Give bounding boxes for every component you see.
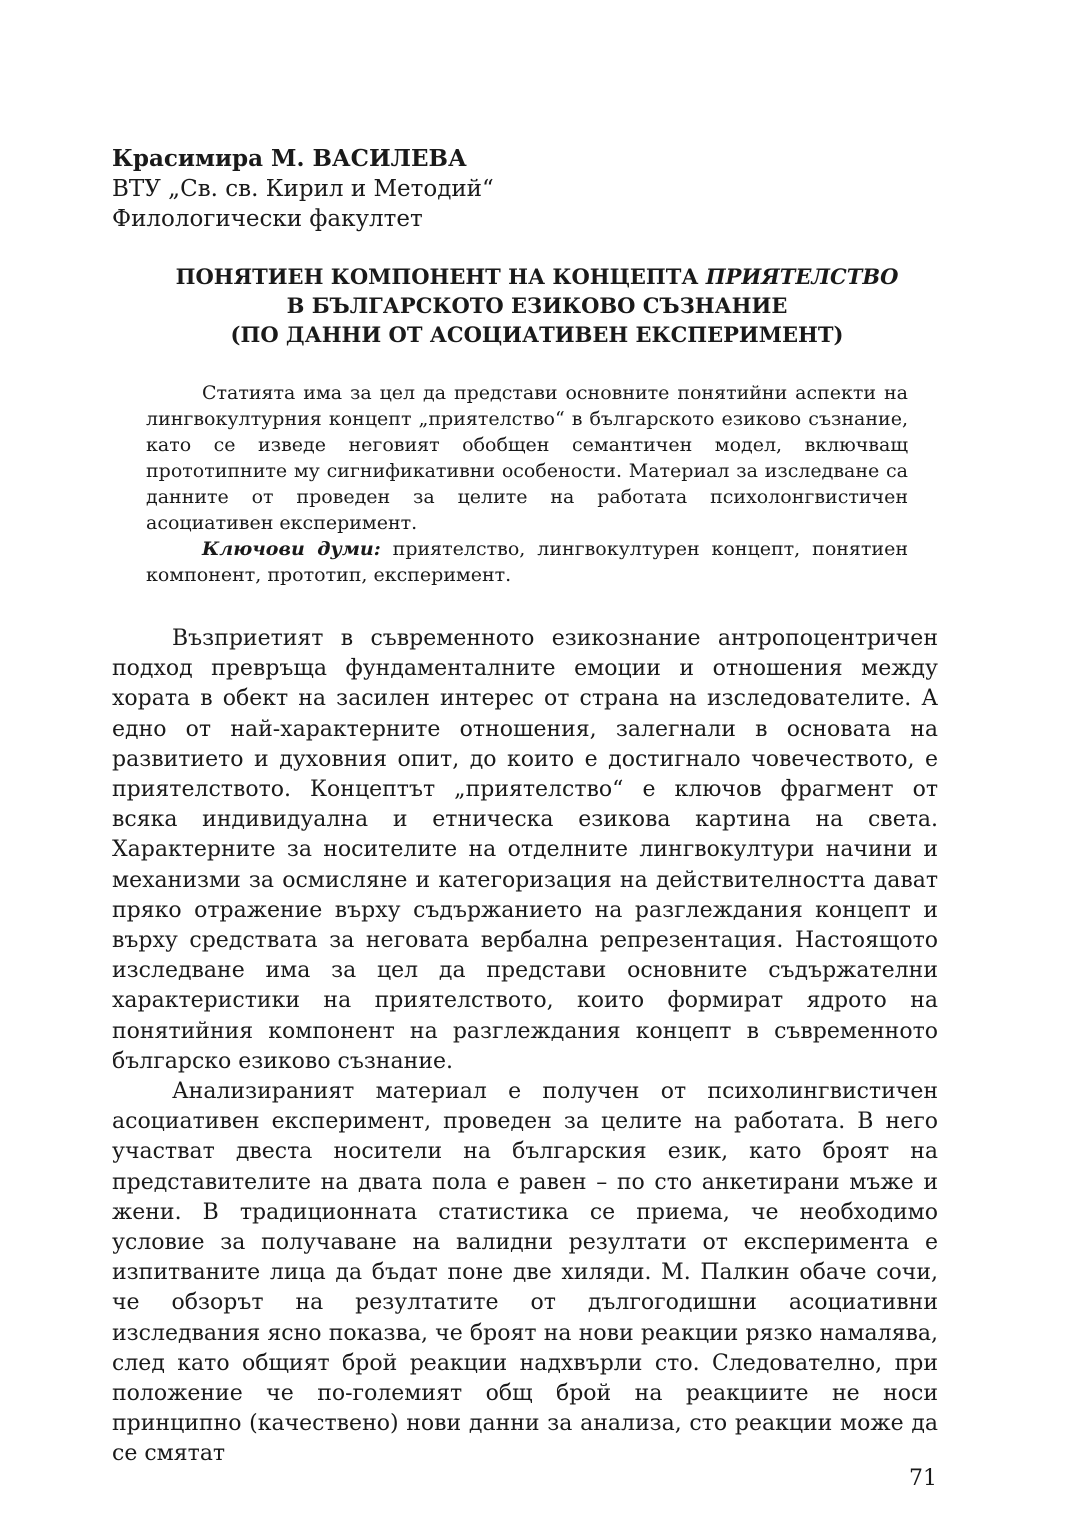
keywords-label: Ключови думи:: [202, 538, 381, 560]
abstract: [146, 380, 908, 588]
author-faculty: Филологически факултет: [112, 206, 423, 232]
page-number: 71: [909, 1466, 937, 1491]
abstract-text: Статията има за цел да представи основните понятийни аспекти на лингвокултурния концепт „приятелство“ в българското езиково съзнание, като се изведе неговият обобщен семантичен модел, включващ прототипните му сигнификативни особености. Материал за изследване са данните от проведен за целите на работата психолонгвистичен асоциативен експеримент.: [146, 382, 908, 534]
title-line-1: [112, 262, 962, 291]
author-affiliation: ВТУ „Св. св. Кирил и Методий“: [112, 176, 494, 202]
author-block: [112, 144, 494, 234]
keywords-text: приятелство, лингвокултурен концепт, понятиен компонент, прототип, експеримент.: [146, 538, 908, 586]
author-name: Красимира М. ВАСИЛЕВА: [112, 145, 467, 172]
body-text: [112, 624, 938, 1470]
title-line-1-prefix: ПОНЯТИЕН КОМПОНЕНТ НА КОНЦЕПТА: [175, 264, 706, 289]
article-title: [112, 262, 962, 349]
keywords: [146, 536, 908, 588]
title-line-3: (ПО ДАННИ ОТ АСОЦИАТИВЕН ЕКСПЕРИМЕНТ): [230, 322, 844, 347]
body-paragraph-2: Анализираният материал е получен от психолингвистичен асоциативен експеримент, проведен за целите на работата. В него участват двеста носители на българския език, като броят на представителите на двата пола е равен – по сто анкетирани мъже и жени. В традиционната статистика се приема, че необходимо условие за получаване на валидни резултати от експеримента е изпитваните лица да бъдат поне две хиляди. М. Палкин обаче сочи, че обзорът на резултатите от дългогодишни асоциативни изследвания ясно показва, че броят на нови реакции рязко намалява, след като общият брой реакции надхвърли сто. Следователно, при положение че по-големият общ брой на реакциите не носи принципно (качествено) нови данни за анализа, сто реакции може да се смятат: [112, 1079, 938, 1467]
title-concept-word: ПРИЯТЕЛСТВО: [705, 264, 899, 289]
title-line-2: В БЪЛГАРСКОТО ЕЗИКОВО СЪЗНАНИЕ: [286, 293, 788, 318]
body-paragraph-1: Възприетият в съвременното езикознание антропоцентричен подход превръща фундаменталните емоции и отношения между хората в обект на засилен интерес от страна на изследователите. А едно от най-характерните отношения, залегнали в основата на развитието и духовния опит, до които е достигнало човечеството, е приятелството. Концептът „приятелство“ е ключов фрагмент от всяка индивидуална и етническа езикова картина на света. Характерните за носителите на отделните лингвокултури начини и механизми за осмисляне и категоризация на действителността дават пряко отражение върху съдържанието на разглеждания концепт и върху средствата за неговата вербална репрезентация. Настоящото изследване има за цел да представи основните съдържателни характеристики на приятелството, които формират ядрото на понятийния компонент на разглеждания концепт в съвременното българско езиково съзнание.: [112, 626, 938, 1074]
